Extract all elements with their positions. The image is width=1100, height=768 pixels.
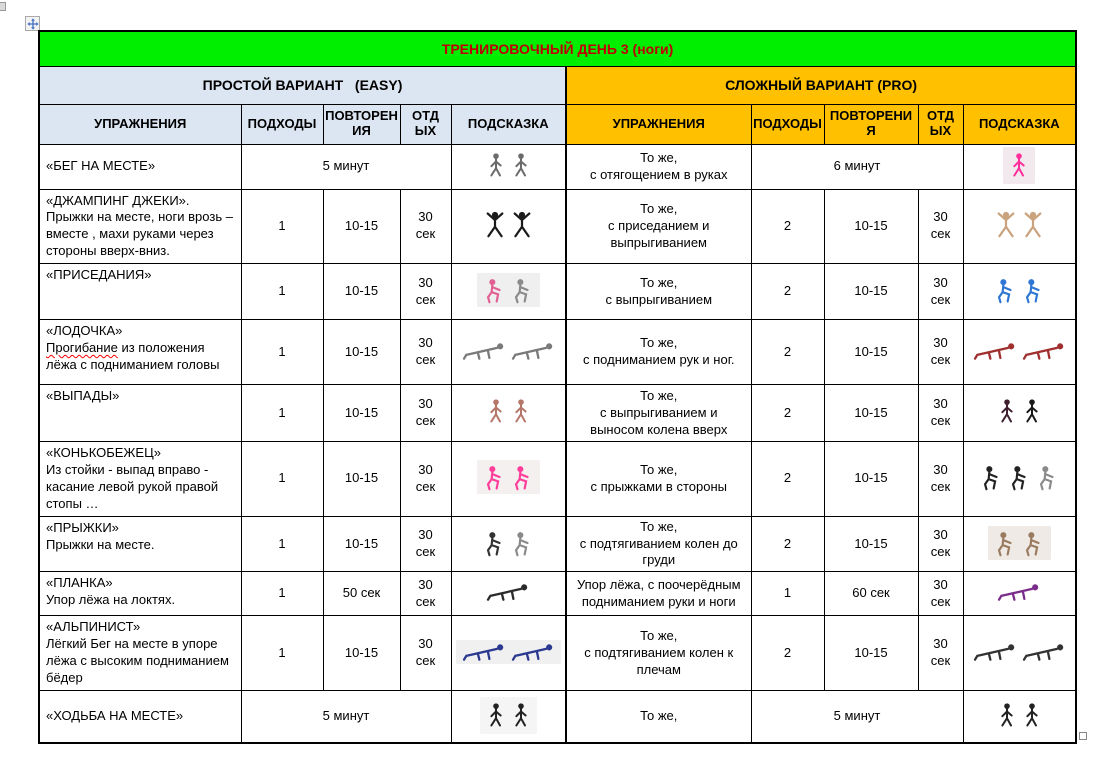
table-row: [39, 31, 1076, 66]
pro-exercise-line: с прыжками в стороны: [590, 478, 727, 494]
pro-exercise-line: с отягощением в руках: [589, 166, 728, 182]
sets-cell: 2: [751, 516, 824, 572]
person-stand-icon: [1009, 149, 1029, 182]
rest-value: 30 сек: [930, 461, 951, 494]
rest-cell: [400, 442, 451, 517]
sets-cell: 1: [241, 320, 323, 385]
person-stand-icon: [486, 395, 506, 428]
person-plank-icon: [486, 582, 530, 602]
exercise-title: «ДЖАМПИНГ ДЖЕКИ».: [46, 192, 190, 208]
pro-exercise-line: плечам: [636, 661, 681, 677]
misspelled-word: Прогибание: [46, 339, 118, 355]
rest-cell: [400, 385, 451, 442]
pro-exercise-line: Упор лёжа, с поочерёдным: [576, 576, 741, 592]
rest-cell: [400, 264, 451, 320]
exercise-title: «КОНЬКОБЕЖЕЦ»: [46, 445, 161, 461]
person-squat-icon: [1022, 528, 1045, 558]
hint-photo-cell: [451, 516, 566, 572]
exercise-cell: [39, 616, 241, 691]
rest-cell: [400, 320, 451, 385]
sets-cell: 1: [241, 442, 323, 517]
exercise-title: «ХОДЬБА НА МЕСТЕ»: [46, 708, 184, 724]
exercise-photo: [477, 526, 540, 560]
table-row: [39, 264, 1076, 320]
sets-cell: 1: [241, 572, 323, 616]
table-resize-handle[interactable]: [1079, 732, 1087, 740]
exercise-title: «ПРЫЖКИ»: [46, 519, 119, 535]
pro-exercise-cell: [566, 572, 751, 616]
person-stand-icon: [486, 149, 506, 182]
pro-exercise-cell: [566, 320, 751, 385]
pro-exercise-line: То же,: [640, 149, 678, 165]
person-plank-icon: [1022, 341, 1066, 361]
person-plank-icon: [1022, 642, 1066, 662]
rest-value: 30 сек: [415, 209, 436, 242]
reps-cell: 10-15: [323, 320, 400, 385]
easy-variant-header: ПРОСТОЙ ВАРИАНТ (EASY): [39, 66, 566, 104]
table-row: [39, 189, 1076, 264]
move-cross-icon: [27, 18, 39, 30]
window-corner-artifact: [0, 2, 6, 11]
pro-exercise-line: То же,: [640, 200, 678, 216]
table-row: [39, 320, 1076, 385]
hint-photo-cell: [963, 264, 1076, 320]
person-jack-icon: [484, 208, 506, 241]
person-plank-icon: [973, 341, 1017, 361]
pro-exercise-cell: [566, 690, 751, 743]
hint-photo-cell: [451, 144, 566, 189]
person-stand-icon: [486, 699, 506, 732]
sets-cell: 1: [241, 516, 323, 572]
table-row: [39, 144, 1076, 189]
sets-cell: 1: [241, 385, 323, 442]
pro-exercise-line: с выпрыгиванием: [605, 291, 713, 307]
hint-photo-cell: [963, 516, 1076, 572]
exercise-title: «АЛЬПИНИСТ»: [46, 619, 141, 635]
rest-cell: [918, 189, 963, 264]
rest-value: 30 сек: [415, 576, 436, 609]
column-header-label: ОТДЫХ: [927, 108, 954, 138]
reps-cell: 50 сек: [323, 572, 400, 616]
hint-photo-cell: [451, 690, 566, 743]
rest-cell: [918, 442, 963, 517]
sets-cell: 2: [751, 616, 824, 691]
rest-value: 30 сек: [930, 636, 951, 669]
exercise-photo: [967, 640, 1072, 664]
hint-photo-cell: [963, 690, 1076, 743]
pro-exercise-line: с выпрыгиванием и: [600, 404, 718, 420]
exercise-title: «ЛОДОЧКА»: [46, 323, 123, 339]
sets-cell: 2: [751, 189, 824, 264]
hint-photo-cell: [963, 144, 1076, 189]
pro-exercise-line: с подниманием рук и ног.: [583, 352, 735, 368]
pro-exercise-cell: [566, 516, 751, 572]
table-move-handle[interactable]: [25, 16, 40, 31]
exercise-photo: [477, 460, 540, 494]
hint-photo-cell: [963, 320, 1076, 385]
exercise-photo: [480, 697, 537, 734]
exercise-description: Прыжки на месте.: [46, 536, 155, 552]
column-header-easy-0: УПРАЖНЕНИЯ: [39, 104, 241, 144]
table-row: [39, 690, 1076, 743]
sets-cell: 2: [751, 385, 824, 442]
exercise-cell: [39, 690, 241, 743]
sets-cell: 1: [241, 264, 323, 320]
person-stand-icon: [1022, 699, 1042, 732]
person-jack-icon: [995, 208, 1017, 241]
exercise-photo: [988, 526, 1051, 560]
rest-cell: [400, 189, 451, 264]
exercise-description: Лёгкий Бег на месте в упоре лёжа с высоким подниманием бёдер: [46, 636, 229, 685]
rest-value: 30 сек: [930, 527, 951, 559]
exercise-title: «ПРИСЕДАНИЯ»: [46, 267, 152, 283]
table-row: [39, 572, 1076, 616]
person-jack-icon: [511, 208, 533, 241]
person-plank-icon: [511, 642, 555, 662]
exercise-photo: [967, 339, 1072, 363]
column-header-pro-1: ПОДХОДЫ: [751, 104, 824, 144]
person-squat-icon: [1036, 462, 1059, 492]
rest-value: 30 сек: [930, 209, 951, 242]
exercise-title: «БЕГ НА МЕСТЕ»: [46, 158, 156, 174]
rest-cell: [400, 516, 451, 572]
hint-photo-cell: [963, 616, 1076, 691]
reps-cell: 10-15: [824, 320, 918, 385]
rest-cell: [918, 616, 963, 691]
person-stand-icon: [997, 699, 1017, 732]
reps-cell: 10-15: [824, 616, 918, 691]
rest-cell: [400, 572, 451, 616]
reps-cell: 10-15: [824, 264, 918, 320]
sets-cell: 1: [751, 572, 824, 616]
rest-value: 30 сек: [930, 576, 951, 609]
person-stand-icon: [511, 395, 531, 428]
exercise-photo: [991, 697, 1048, 734]
rest-value: 30 сек: [415, 335, 436, 368]
rest-value: 30 сек: [415, 527, 436, 559]
person-stand-icon: [1022, 395, 1042, 428]
exercise-cell: [39, 442, 241, 517]
pro-exercise-line: с подтягиванием колен к: [584, 644, 734, 660]
exercise-photo: [478, 206, 539, 243]
exercise-photo: [480, 580, 536, 604]
exercise-title: «ПЛАНКА»: [46, 575, 113, 591]
column-header-label: ОТДЫХ: [412, 108, 439, 138]
rest-value: 30 сек: [415, 274, 436, 307]
pro-exercise-line: То же,: [640, 387, 678, 403]
person-plank-icon: [997, 582, 1041, 602]
table-row: [39, 442, 1076, 517]
pro-exercise-line: выносом колена вверх: [590, 421, 728, 437]
sets-cell: 1: [241, 189, 323, 264]
exercise-photo: [456, 640, 561, 664]
workout-table: [38, 30, 1077, 744]
person-squat-icon: [511, 275, 534, 305]
column-header-easy-1: ПОДХОДЫ: [241, 104, 323, 144]
pro-variant-header: СЛОЖНЫЙ ВАРИАНТ (PRO): [566, 66, 1076, 104]
hint-photo-cell: [451, 320, 566, 385]
exercise-cell: [39, 264, 241, 320]
table-row: [39, 616, 1076, 691]
reps-cell: 10-15: [323, 442, 400, 517]
pro-exercise-line: То же,: [640, 627, 678, 643]
rest-value: 30 сек: [415, 396, 436, 429]
exercise-cell: [39, 516, 241, 572]
person-stand-icon: [511, 149, 531, 182]
pro-exercise-cell: [566, 264, 751, 320]
exercise-photo: [480, 393, 537, 430]
sets-cell: 2: [751, 264, 824, 320]
exercise-cell: [39, 385, 241, 442]
person-squat-icon: [511, 528, 534, 558]
table-row: [39, 385, 1076, 442]
person-squat-icon: [1022, 275, 1045, 305]
hint-photo-cell: [963, 385, 1076, 442]
rest-cell: [918, 320, 963, 385]
pro-exercise-line: с приседанием и: [608, 217, 710, 233]
exercise-photo: [477, 273, 540, 307]
person-plank-icon: [973, 642, 1017, 662]
pro-exercise-cell: [566, 442, 751, 517]
duration-cell: 5 минут: [751, 690, 963, 743]
exercise-photo: [1003, 147, 1035, 184]
reps-cell: 10-15: [323, 616, 400, 691]
pro-exercise-cell: [566, 144, 751, 189]
column-header-easy-2: ПОВТОРЕНИЯ: [323, 104, 400, 144]
reps-cell: 10-15: [323, 516, 400, 572]
person-squat-icon: [994, 528, 1017, 558]
hint-photo-cell: [451, 442, 566, 517]
exercise-description: Прыжки на месте, ноги врозь – вместе , махи руками через стороны вверх-вниз.: [46, 209, 233, 259]
reps-cell: 10-15: [824, 442, 918, 517]
person-squat-icon: [511, 462, 534, 492]
rest-cell: [918, 264, 963, 320]
exercise-cell: [39, 572, 241, 616]
duration-cell: 6 минут: [751, 144, 963, 189]
pro-exercise-line: То же,: [640, 274, 678, 290]
exercise-cell: [39, 320, 241, 385]
exercise-photo: [988, 273, 1051, 307]
exercise-photo: [991, 393, 1048, 430]
description-text: из положения лёжа с подниманием головы: [46, 339, 220, 372]
hint-photo-cell: [963, 442, 1076, 517]
rest-cell: [918, 572, 963, 616]
column-header-easy-4: ПОДСКАЗКА: [451, 104, 566, 144]
table-row: [39, 66, 1076, 104]
pro-exercise-line: груди: [642, 552, 676, 568]
reps-cell: 10-15: [824, 385, 918, 442]
hint-photo-cell: [451, 264, 566, 320]
exercise-photo: [974, 460, 1065, 494]
pro-exercise-line: выпрыгиванием: [610, 234, 707, 250]
duration-cell: 5 минут: [241, 690, 451, 743]
hint-photo-cell: [451, 572, 566, 616]
pro-exercise-line: То же,: [640, 461, 678, 477]
duration-cell: 5 минут: [241, 144, 451, 189]
person-squat-icon: [483, 462, 506, 492]
column-header-pro-2: ПОВТОРЕНИЯ: [824, 104, 918, 144]
person-plank-icon: [511, 341, 555, 361]
column-header-easy-3: [400, 104, 451, 144]
column-header-pro-4: ПОДСКАЗКА: [963, 104, 1076, 144]
hint-photo-cell: [451, 616, 566, 691]
rest-value: 30 сек: [930, 335, 951, 368]
pro-exercise-cell: [566, 616, 751, 691]
person-plank-icon: [462, 341, 506, 361]
rest-cell: [918, 516, 963, 572]
person-squat-icon: [994, 275, 1017, 305]
reps-cell: 10-15: [824, 516, 918, 572]
exercise-description: [46, 340, 235, 374]
table-title-cell: ТРЕНИРОВОЧНЫЙ ДЕНЬ 3 (ноги): [39, 31, 1076, 66]
rest-cell: [400, 616, 451, 691]
hint-photo-cell: [963, 189, 1076, 264]
exercise-photo: [989, 206, 1050, 243]
rest-value: 30 сек: [415, 636, 436, 669]
column-header-pro-0: УПРАЖНЕНИЯ: [566, 104, 751, 144]
person-squat-icon: [483, 528, 506, 558]
hint-photo-cell: [963, 572, 1076, 616]
sets-cell: 2: [751, 320, 824, 385]
reps-cell: 10-15: [323, 189, 400, 264]
pro-exercise-line: То же,: [640, 518, 678, 534]
person-squat-icon: [980, 462, 1003, 492]
sets-cell: 2: [751, 442, 824, 517]
rest-value: 30 сек: [930, 274, 951, 307]
exercise-cell: [39, 144, 241, 189]
pro-exercise-cell: [566, 189, 751, 264]
exercise-description: Из стойки - выпад вправо - касание левой рукой правой стопы …: [46, 461, 219, 511]
person-stand-icon: [511, 699, 531, 732]
person-jack-icon: [1022, 208, 1044, 241]
sets-cell: 1: [241, 616, 323, 691]
table-row: [39, 104, 1076, 144]
person-stand-icon: [997, 395, 1017, 428]
column-header-pro-3: [918, 104, 963, 144]
rest-cell: [918, 385, 963, 442]
person-plank-icon: [462, 642, 506, 662]
reps-cell: 10-15: [824, 189, 918, 264]
reps-cell: 10-15: [323, 264, 400, 320]
exercise-photo: [991, 580, 1047, 604]
hint-photo-cell: [451, 385, 566, 442]
exercise-title: «ВЫПАДЫ»: [46, 388, 120, 404]
person-squat-icon: [483, 275, 506, 305]
pro-exercise-line: То же,: [640, 335, 678, 351]
pro-exercise-cell: [566, 385, 751, 442]
exercise-description: Упор лёжа на локтях.: [46, 592, 176, 608]
pro-exercise-line: То же,: [640, 708, 678, 724]
table-row: [39, 516, 1076, 572]
pro-exercise-line: с подтягиванием колен до: [579, 535, 738, 551]
exercise-cell: [39, 189, 241, 264]
rest-value: 30 сек: [415, 461, 436, 494]
exercise-photo: [456, 339, 561, 363]
reps-cell: 60 сек: [824, 572, 918, 616]
pro-exercise-line: подниманием руки и ноги: [581, 593, 736, 609]
hint-photo-cell: [451, 189, 566, 264]
reps-cell: 10-15: [323, 385, 400, 442]
person-squat-icon: [1008, 462, 1031, 492]
rest-value: 30 сек: [930, 396, 951, 429]
exercise-photo: [480, 147, 537, 184]
